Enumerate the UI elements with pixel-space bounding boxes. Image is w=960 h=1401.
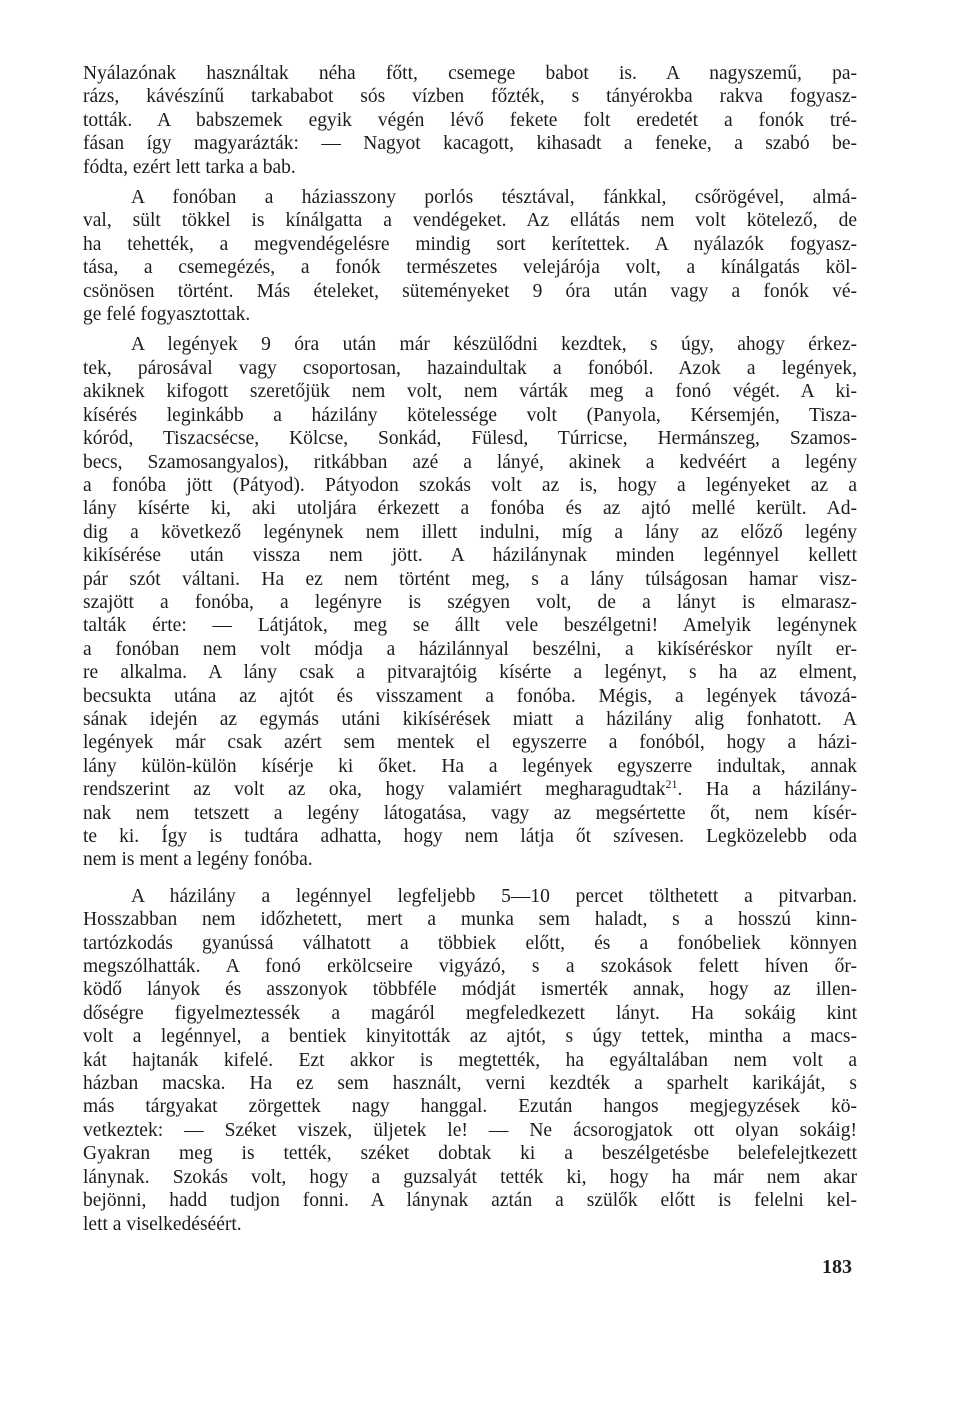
text-line: nem is ment a legény fonóba. [83, 849, 313, 871]
paragraph [83, 186, 857, 326]
paragraph [83, 62, 857, 179]
text-line: rázs, kávészínű tarkababot sós vízben főzték, s tányérokba rakva fogyasz- [83, 86, 857, 108]
text-line: tották. A babszemek egyik végén lévő fekete folt eredetét a fonók tré- [83, 109, 857, 131]
page-number: 183 [822, 1256, 852, 1278]
text-line: kísérés leginkább a házilány kötelessége volt (Panyola, Kérsemjén, Tisza- [83, 404, 857, 426]
text-line: A házilány a legénnyel legfeljebb 5—10 percet tölthetett a pitvarban. [131, 885, 857, 907]
text-line: kikísérése után vissza nem jött. A házilánynak minden legénnyel kellett [83, 545, 857, 567]
text-line: házban macska. Ha ez sem használt, verni kezdték a sparhelt karikáját, s [83, 1073, 857, 1095]
text-line: ge felé fogyasztottak. [83, 304, 251, 326]
text-line: te ki. Így is tudtára adhatta, hogy nem látja őt szívesen. Legközelebb oda [83, 826, 857, 847]
text-line: A fonóban a háziasszony porlós tésztával, fánkkal, csőrögével, almá- [131, 187, 857, 209]
text-line: ha tehették, a megvendégelésre mindig sort kerítettek. A nyálazók fogyasz- [83, 233, 857, 255]
text-line: rendszerint az volt az oka, hogy valamiért megharagudtak$^{21}$. Ha a házilány- [83, 777, 858, 801]
text-line: akiknek kifogott szeretőjük nem volt, nem várták meg a fonó végét. A ki- [83, 381, 857, 403]
text-line: a fonóban nem volt módja a házilánnyal beszélni, a kikíséréskor nyílt er- [83, 638, 857, 660]
text-line: nak nem tetszett a legény látogatása, vagy az megsértette őt, nem kísér- [83, 802, 857, 824]
footnote-tail-text: . Ha a házilány- [677, 779, 858, 801]
text-line: tek, párosával vagy csoportosan, hazaindultak a fonóból. Azok a legények, [83, 357, 857, 379]
text-line: fódta, ezért lett tarka a bab. [83, 156, 296, 178]
text-line: kóród, Tiszacsécse, Kölcse, Sonkád, Fülesd, Túrricse, Hermánszeg, Szamos- [83, 428, 857, 450]
text-line: Hosszabban nem időzhetett, mert a munka sem haladt, s a hosszú kinn- [83, 909, 857, 931]
text-line: pár szót váltani. Ha ez nem történt meg, s a lány túlságosan hamar visz- [83, 568, 857, 590]
text-line: becsukta utána az ajtót és visszament a fonóba. Mégis, a legények távozá- [83, 685, 857, 707]
text-line: ködő lányok és asszonyok többféle módját ismerték annak, hogy az illen- [83, 979, 857, 1001]
text-line: A legények 9 óra után már készülődni kezdtek, s úgy, ahogy érkez- [131, 334, 857, 356]
text-line: legények már csak azért sem mentek el egyszerre a fonóból, hogy a házi- [83, 732, 857, 754]
text-line: lett a viselkedéséért. [83, 1213, 242, 1235]
text-line: kát hajtanák kifelé. Ezt akkor is megtették, ha egyáltalában nem volt a [83, 1049, 857, 1071]
text-line: val, sült tökkel is kínálgatta a vendégeket. Az ellátás nem volt kötelező, de [83, 210, 857, 232]
text-line: becs, Szamosangyalos), ritkábban azé a lányé, akinek a kedvéért a legény [83, 451, 857, 473]
text-line: lány külön-külön kísérje ki őket. Ha a legények egyszerre indultak, annak [83, 755, 857, 777]
footnote-reference: 21 [665, 777, 678, 792]
text-line: volt a legénnyel, a bentiek kinyitották az ajtót, s úgy tettek, mintha a macs- [83, 1026, 857, 1048]
text-line: talták érte: — Látjátok, meg se állt vele beszélgetni! Amelyik legénynek [83, 615, 857, 637]
text-line: bejönni, hadd tudjon fonni. A lánynak aztán a szülők előtt is felelni kel- [83, 1190, 857, 1212]
text-line: szajött a fonóba, a legényre is szégyen volt, de a lányt is elmarasz- [83, 591, 857, 613]
paragraph [83, 333, 857, 871]
text-line: re alkalma. A lány csak a pitvarajtóig kísérte a legényt, s ha az elment, [83, 662, 857, 684]
text-line: a fonóba jött (Pátyod). Pátyodon szokás volt az is, hogy a legényeket az a [83, 474, 857, 496]
text-line: dőségre figyelmeztessék a magáról megfeledkezett lányt. Ha sokáig kint [83, 1002, 857, 1024]
text-line: lány kísérte ki, aki utoljára érkezett a fonóba és az ajtó mellé került. Ad- [83, 498, 857, 520]
text-line: vetkeztek: — Széket viszek, üljetek le! — Ne ácsorogjatok ott olyan sokáig! [83, 1119, 857, 1141]
text-line: dig a következő legénynek nem illett indulni, míg a lány az előző legény [83, 521, 857, 543]
paragraph [83, 885, 857, 1236]
text-line: fásan így magyarázták: — Nagyot kacagott, kihasadt a feneke, a szabó be- [83, 133, 857, 155]
text-line: más tárgyakat zörgettek nagy hanggal. Ezután hangos megjegyzések kö- [83, 1096, 857, 1118]
text-body [83, 62, 857, 1236]
text-line: csönösen történt. Más ételeket, süteményeket 9 óra után vagy a fonók vé- [83, 280, 857, 302]
text-line: sának idején az egymás utáni kikísérések miatt a házilány alig fonhatott. A [83, 708, 857, 730]
text-line: lánynak. Szokás volt, hogy a guzsalyát tették ki, hogy ha már nem akar [83, 1166, 857, 1188]
text-line: megszólhatták. A fonó erkölcseire vigyázó, s a szokások felett híven őr- [83, 956, 857, 978]
text-line: tartózkodás gyanússá válhatott a többiek előtt, és a fonóbeliek könnyen [83, 932, 857, 954]
text-line: Nyálazónak használtak néha főtt, csemege babot is. A nagyszemű, pa- [83, 63, 857, 84]
text-line: Gyakran meg is tették, széket dobtak ki a beszélgetésbe belefelejtkezett [83, 1143, 857, 1165]
page-body [83, 62, 857, 1236]
text-line: tása, a csemegézés, a fonók természetes velejárója volt, a kínálgatás köl- [83, 257, 857, 279]
